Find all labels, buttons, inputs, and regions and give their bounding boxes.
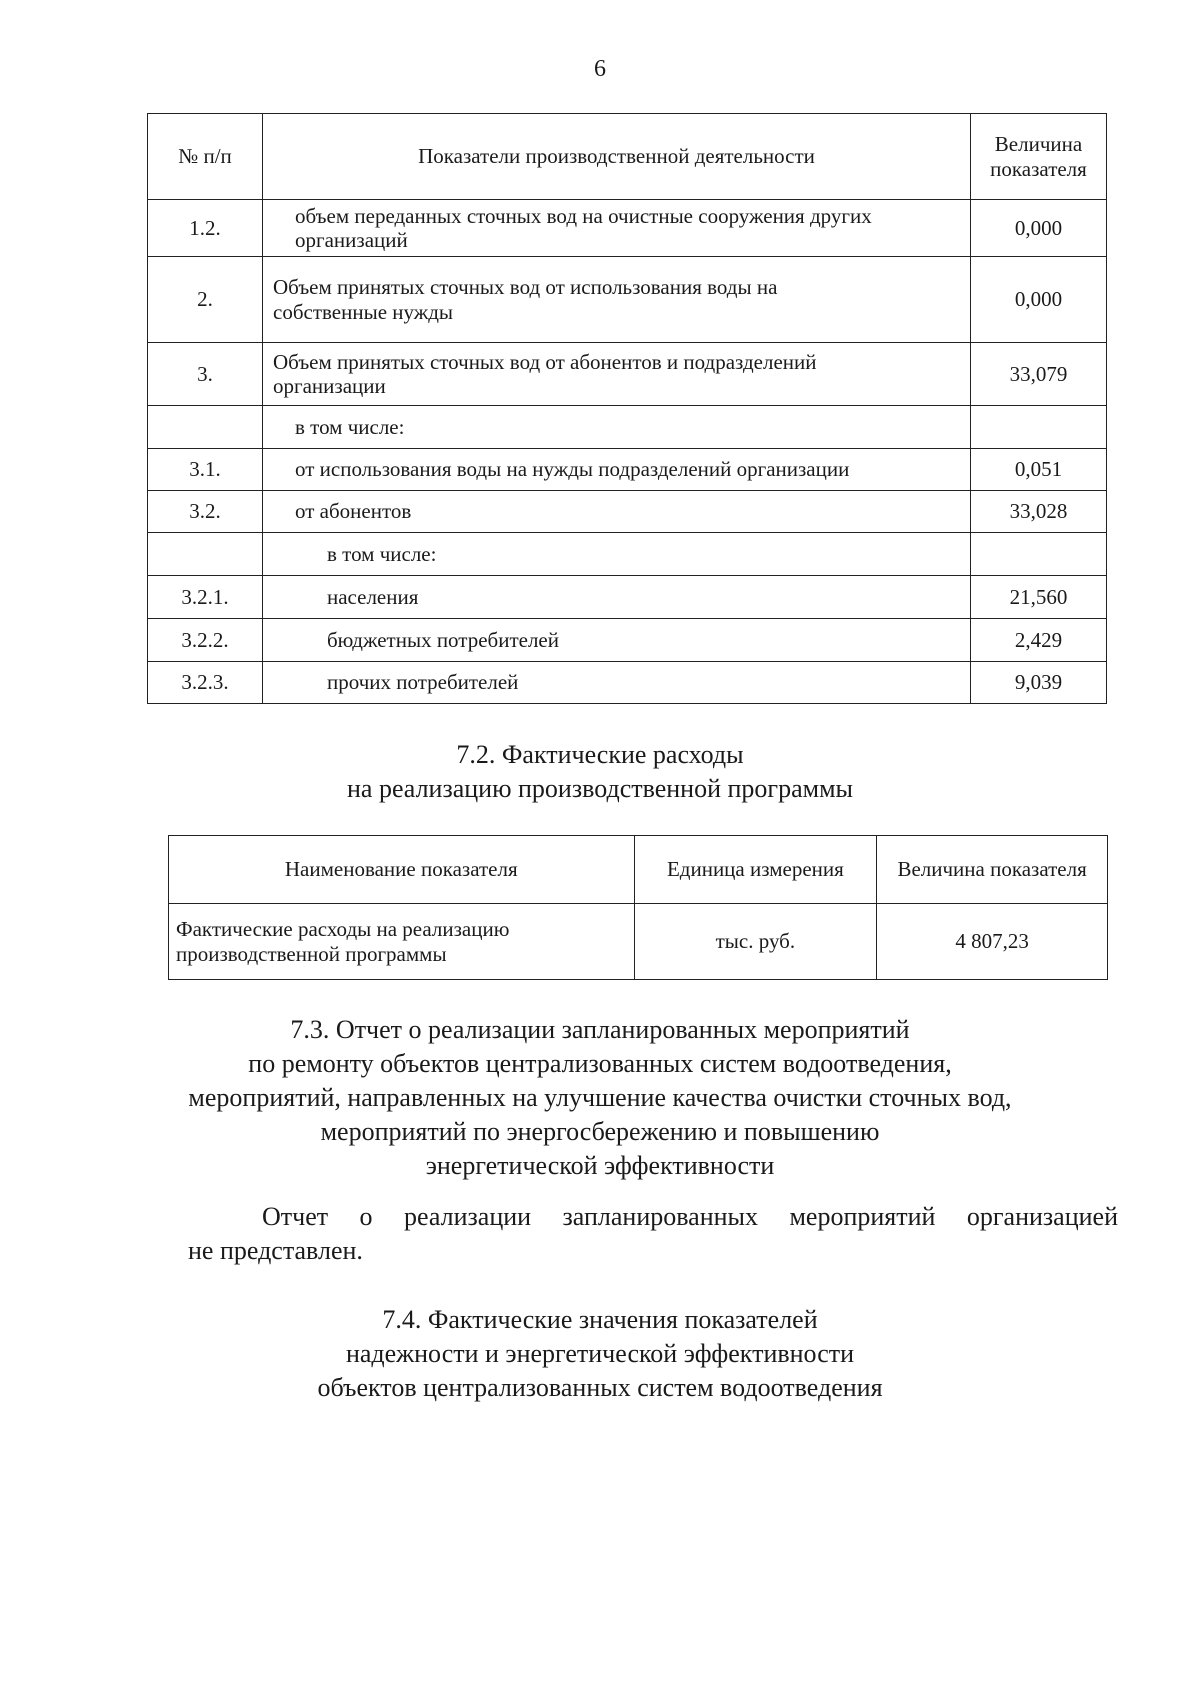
row-number: 3.2.1. [148,576,263,619]
row-value: 33,079 [971,343,1107,406]
row-number: 3.2.2. [148,619,263,662]
row-number: 1.2. [148,200,263,257]
row-indicator-name: бюджетных потребителей [263,619,971,662]
column-header-value: Величина показателя [971,114,1107,200]
table-header-row [148,114,1107,200]
section-7-4-heading [0,1303,1200,1405]
expenses-table [168,835,1108,980]
production-indicators-table [147,113,1107,704]
row-indicator-name: объем переданных сточных вод на очистные сооружения других организаций [263,200,971,257]
table-row [148,533,1107,576]
table-row [148,343,1107,406]
page-number: 6 [594,56,606,82]
table-row [148,619,1107,662]
table-header-row [169,836,1108,904]
row-number: 3.2. [148,491,263,533]
table-row [148,406,1107,449]
row-indicator-name: населения [263,576,971,619]
row-indicator-name: Объем принятых сточных вод от абонентов и подразделений организации [263,343,971,406]
row-value [971,533,1107,576]
row-value: 21,560 [971,576,1107,619]
row-number: 3.1. [148,449,263,491]
row-indicator-name: в том числе: [263,406,971,449]
column-header-number: № п/п [148,114,263,200]
expense-unit: тыс. руб. [634,904,877,980]
heading-line: по ремонту объектов централизованных систем водоотведения, [248,1049,952,1078]
row-indicator-name: от абонентов [263,491,971,533]
row-indicator-name: прочих потребителей [263,662,971,704]
column-header-name: Наименование показателя [169,836,635,904]
table-row [148,200,1107,257]
table-row [148,576,1107,619]
paragraph-line: не представлен. [188,1236,363,1265]
table-row [148,662,1107,704]
heading-line: на реализацию производственной программы [346,774,853,803]
row-value: 0,000 [971,257,1107,343]
table-row [148,449,1107,491]
row-number: 3. [148,343,263,406]
table-row [148,491,1107,533]
row-indicator-name: в том числе: [263,533,971,576]
heading-line: 7.2. Фактические расходы [456,740,744,769]
row-value: 0,051 [971,449,1107,491]
section-7-2-heading [0,738,1200,806]
heading-line: объектов централизованных систем водоотведения [317,1373,883,1402]
row-number [148,406,263,449]
row-number: 3.2.3. [148,662,263,704]
column-header-unit: Единица измерения [634,836,877,904]
row-value [971,406,1107,449]
table-row [169,904,1108,980]
row-value: 9,039 [971,662,1107,704]
expense-value: 4 807,23 [877,904,1108,980]
report-paragraph [188,1200,1118,1268]
heading-line: мероприятий, направленных на улучшение качества очистки сточных вод, [188,1083,1012,1112]
column-header-indicator: Показатели производственной деятельности [263,114,971,200]
row-indicator-name: Объем принятых сточных вод от использования воды на собственные нужды [263,257,971,343]
heading-line: 7.4. Фактические значения показателей [382,1305,818,1334]
expense-name: Фактические расходы на реализацию производственной программы [169,904,635,980]
column-header-value: Величина показателя [877,836,1108,904]
section-7-3-heading [0,1013,1200,1183]
row-value: 33,028 [971,491,1107,533]
heading-line: 7.3. Отчет о реализации запланированных мероприятий [290,1015,910,1044]
row-indicator-name: от использования воды на нужды подразделений организации [263,449,971,491]
heading-line: мероприятий по энергосбережению и повышению [320,1117,880,1146]
heading-line: надежности и энергетической эффективности [345,1339,855,1368]
row-value: 2,429 [971,619,1107,662]
row-value: 0,000 [971,200,1107,257]
table-row [148,257,1107,343]
row-number: 2. [148,257,263,343]
row-number [148,533,263,576]
paragraph-line: Отчет о реализации запланированных мероприятий организацией [262,1202,1118,1231]
heading-line: энергетической эффективности [425,1151,775,1180]
